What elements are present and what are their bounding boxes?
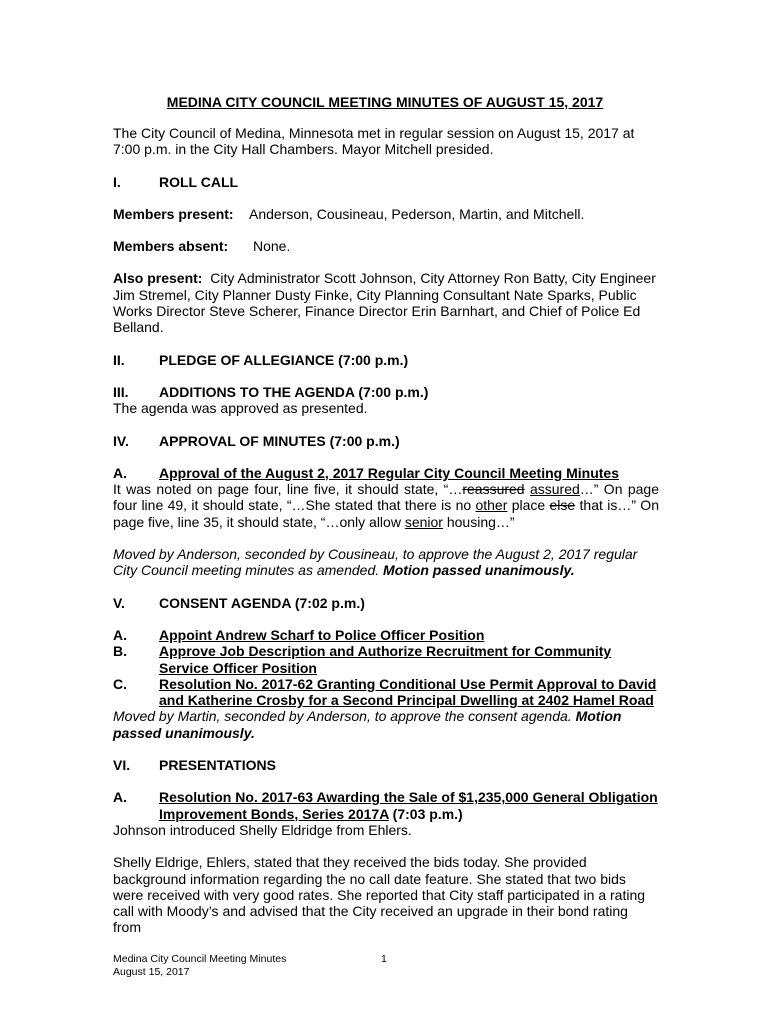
section-number: VI. <box>113 757 131 774</box>
section-title: CONSENT AGENDA (7:02 p.m.) <box>159 594 365 611</box>
consent-item <box>113 676 659 709</box>
members-present-value: Anderson, Cousineau, Pederson, Martin, and Mitchell. <box>249 205 585 222</box>
section-number: V. <box>113 594 125 611</box>
section-number: I. <box>113 173 121 190</box>
document-body <box>113 125 659 952</box>
subsection-approval-aug2 <box>113 465 659 481</box>
section-pledge <box>113 352 659 368</box>
section-title: ROLL CALL <box>159 173 239 190</box>
footer-date: August 15, 2017 <box>113 966 190 978</box>
bond-intro-paragraph: Johnson introduced Shelly Eldridge from Ehlers. <box>113 821 412 838</box>
subsection-number: A. <box>113 464 127 481</box>
motion-text: Moved by Anderson, seconded by Cousineau, to approve the August 2, 2017 regular City Council meeting minutes as amended. <box>113 546 638 579</box>
section-title: PRESENTATIONS <box>159 757 276 774</box>
section-title: ADDITIONS TO THE AGENDA (7:00 p.m.) <box>159 383 429 400</box>
struck-text: else <box>549 497 576 514</box>
consent-item-number: C. <box>113 675 127 692</box>
consent-item-text: Appoint Andrew Scharf to Police Officer Position <box>159 626 485 643</box>
approval-corrections-paragraph <box>113 481 659 530</box>
section-roll-call <box>113 174 659 190</box>
consent-item <box>113 643 659 676</box>
correction-text: …” On page four line 49, it should state, “…She stated that there is no <box>113 481 659 514</box>
footer-title: Medina City Council Meeting Minutes <box>113 953 287 965</box>
section-title: PLEDGE OF ALLEGIANCE (7:00 p.m.) <box>159 351 409 368</box>
motion-consent <box>113 708 659 741</box>
members-absent-value: None. <box>253 238 291 255</box>
subsection-time: (7:03 p.m.) <box>388 805 463 822</box>
section-title: APPROVAL OF MINUTES (7:00 p.m.) <box>159 432 400 449</box>
also-present-value: City Administrator Scott Johnson, City Attorney Ron Batty, City Engineer Jim Stremel, City Planner Dusty Finke, City Planning Consultant Nate Sparks, Public Works Director Steve Scherer, Finance Director Erin Barnhart, and Chief of Police Ed Belland. <box>113 270 656 336</box>
correction-text: that is…” On page five, line 35, it should state, “…only allow <box>113 497 659 530</box>
subsection-number: A. <box>113 789 127 806</box>
page-title: MEDINA CITY COUNCIL MEETING MINUTES OF AUGUST 15, 2017 <box>166 94 604 110</box>
members-present-label: Members present: <box>113 205 234 222</box>
additions-body: The agenda was approved as presented. <box>113 400 368 417</box>
motion-text: Moved by Martin, seconded by Anderson, to approve the consent agenda. <box>113 708 576 725</box>
also-present-paragraph <box>113 270 659 335</box>
inserted-text: assured <box>529 481 580 498</box>
subsection-title: Approval of the August 2, 2017 Regular City Council Meeting Minutes <box>159 464 619 481</box>
members-present <box>113 206 659 222</box>
members-absent-label: Members absent: <box>113 238 229 255</box>
subsection-bond-resolution <box>113 789 659 822</box>
subsection-title: Resolution No. 2017-63 Awarding the Sale of $1,235,000 General Obligation Improvement Bonds, Series 2017A <box>159 789 658 822</box>
struck-text: reassured <box>462 481 525 498</box>
consent-item-text: Resolution No. 2017-62 Granting Conditional Use Permit Approval to David and Katherine Crosby for a Second Principal Dwelling at 2402 Hamel Road <box>159 675 657 709</box>
also-present-label: Also present: <box>113 270 203 287</box>
section-additions <box>113 384 659 400</box>
motion-minutes <box>113 546 659 579</box>
correction-text: place <box>507 497 550 514</box>
section-presentations <box>113 757 659 773</box>
consent-item-number: A. <box>113 626 127 643</box>
consent-item-number: B. <box>113 643 127 660</box>
consent-item <box>113 627 659 643</box>
section-consent-agenda <box>113 595 659 611</box>
bond-details-paragraph: Shelly Eldrige, Ehlers, stated that they received the bids today. She provided background information regarding the no call date feature. She stated that two bids were received with very good rates. She reported that City staff participated in a rating call with Moody’s and advised that the City received an upgrade in their bond rating from <box>113 854 646 936</box>
section-number: III. <box>113 383 129 400</box>
consent-item-text: Approve Job Description and Authorize Recruitment for Community Service Officer Position <box>159 643 612 676</box>
motion-result: Motion passed unanimously. <box>383 562 575 579</box>
correction-text: It was noted on page four, line five, it should state, “… <box>113 481 463 498</box>
correction-text: housing…” <box>442 513 515 530</box>
inserted-text: other <box>475 497 508 514</box>
inserted-text: senior <box>404 513 443 530</box>
section-number: IV. <box>113 432 129 449</box>
motion-result: Motion passed unanimously. <box>113 708 622 741</box>
footer <box>113 953 286 979</box>
members-absent <box>113 238 659 254</box>
page-number: 1 <box>381 953 387 965</box>
section-number: II. <box>113 351 125 368</box>
section-approval-minutes <box>113 433 659 449</box>
intro-paragraph: The City Council of Medina, Minnesota met in regular session on August 15, 2017 at 7:00 p.m. in the City Hall Chambers. Mayor Mitchell presided. <box>113 125 635 158</box>
